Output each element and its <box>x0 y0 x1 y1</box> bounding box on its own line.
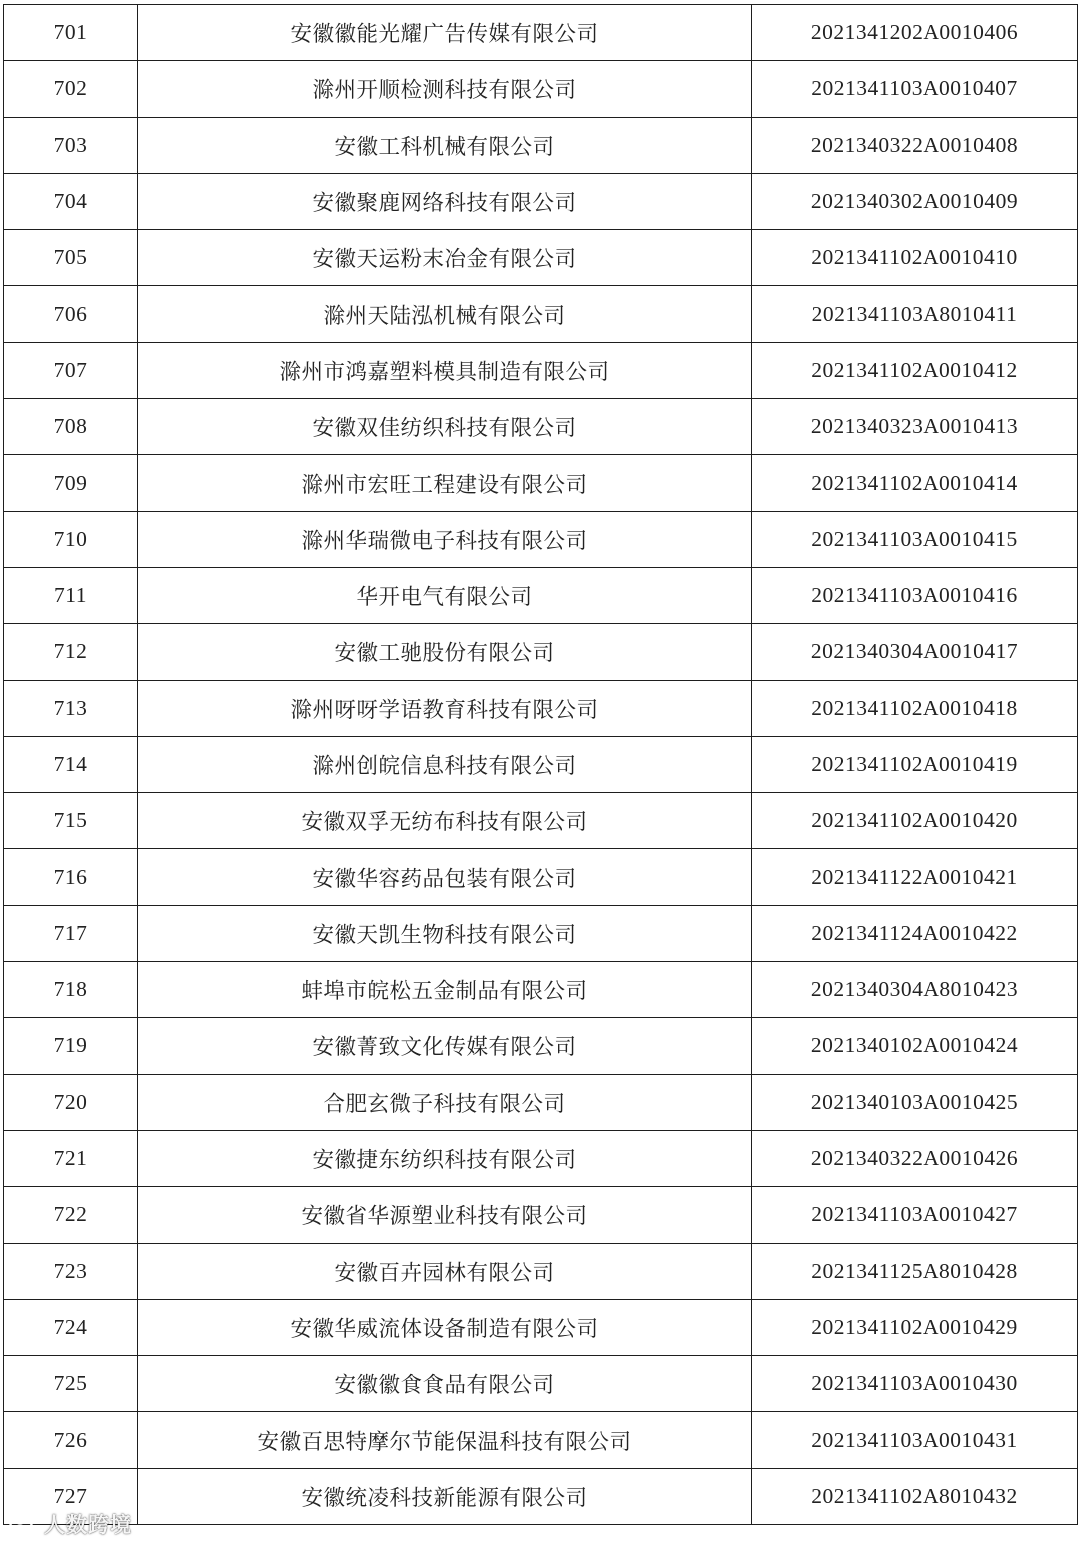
table-row <box>4 962 1078 1018</box>
registration-code-cell: 2021341103A0010415 <box>752 511 1078 567</box>
company-name-cell: 安徽聚鹿网络科技有限公司 <box>138 173 752 229</box>
table-row <box>4 230 1078 286</box>
registration-code-cell: 2021340323A0010413 <box>752 399 1078 455</box>
company-name-cell: 安徽百思特摩尔节能保温科技有限公司 <box>138 1412 752 1468</box>
company-name-cell: 滁州天陆泓机械有限公司 <box>138 286 752 342</box>
row-number-cell: 724 <box>4 1299 138 1355</box>
row-number-cell: 715 <box>4 793 138 849</box>
registration-code-cell: 2021341125A8010428 <box>752 1243 1078 1299</box>
table-row <box>4 5 1078 61</box>
table-row <box>4 1299 1078 1355</box>
registration-code-cell: 2021341103A0010430 <box>752 1356 1078 1412</box>
row-number-cell: 709 <box>4 455 138 511</box>
row-number-cell: 718 <box>4 962 138 1018</box>
table-row <box>4 117 1078 173</box>
registration-code-cell: 2021340304A0010417 <box>752 624 1078 680</box>
company-name-cell: 安徽工科机械有限公司 <box>138 117 752 173</box>
company-name-cell: 安徽华容药品包装有限公司 <box>138 849 752 905</box>
table-row <box>4 1468 1078 1524</box>
table-row <box>4 1243 1078 1299</box>
registration-code-cell: 2021341103A8010411 <box>752 286 1078 342</box>
registration-code-cell: 2021341102A0010418 <box>752 680 1078 736</box>
row-number-cell: 706 <box>4 286 138 342</box>
company-name-cell: 安徽省华源塑业科技有限公司 <box>138 1187 752 1243</box>
table-row <box>4 736 1078 792</box>
company-name-cell: 安徽天运粉末冶金有限公司 <box>138 230 752 286</box>
table-row <box>4 567 1078 623</box>
registration-code-cell: 2021341103A0010431 <box>752 1412 1078 1468</box>
table-row <box>4 61 1078 117</box>
company-name-cell: 合肥玄微子科技有限公司 <box>138 1074 752 1130</box>
table-row <box>4 1018 1078 1074</box>
table-row <box>4 286 1078 342</box>
table-row <box>4 1074 1078 1130</box>
row-number-cell: 702 <box>4 61 138 117</box>
row-number-cell: 710 <box>4 511 138 567</box>
row-number-cell: 717 <box>4 905 138 961</box>
registration-code-cell: 2021341103A0010427 <box>752 1187 1078 1243</box>
row-number-cell: 723 <box>4 1243 138 1299</box>
company-name-cell: 安徽百卉园林有限公司 <box>138 1243 752 1299</box>
table-row <box>4 793 1078 849</box>
table-row <box>4 624 1078 680</box>
watermark-text: 人数跨境 <box>44 1513 132 1537</box>
row-number-cell: 705 <box>4 230 138 286</box>
company-name-cell: 安徽捷东纺织科技有限公司 <box>138 1130 752 1186</box>
row-number-cell: 725 <box>4 1356 138 1412</box>
table-row <box>4 1187 1078 1243</box>
row-number-cell: 707 <box>4 342 138 398</box>
registration-code-cell: 2021340103A0010425 <box>752 1074 1078 1130</box>
table-row <box>4 455 1078 511</box>
registration-code-cell: 2021341124A0010422 <box>752 905 1078 961</box>
company-name-cell: 安徽双孚无纺布科技有限公司 <box>138 793 752 849</box>
row-number-cell: 721 <box>4 1130 138 1186</box>
table-row <box>4 511 1078 567</box>
row-number-cell: 727 <box>4 1468 138 1524</box>
table-row <box>4 680 1078 736</box>
table-row <box>4 1130 1078 1186</box>
company-name-cell: 安徽工驰股份有限公司 <box>138 624 752 680</box>
registration-code-cell: 2021341103A0010407 <box>752 61 1078 117</box>
company-name-cell: 安徽徽能光耀广告传媒有限公司 <box>138 5 752 61</box>
registration-code-cell: 2021341102A0010420 <box>752 793 1078 849</box>
table-body <box>4 5 1078 1525</box>
row-number-cell: 722 <box>4 1187 138 1243</box>
table-row <box>4 849 1078 905</box>
registration-code-cell: 2021340302A0010409 <box>752 173 1078 229</box>
registration-code-cell: 2021340322A0010426 <box>752 1130 1078 1186</box>
company-name-cell: 滁州市鸿嘉塑料模具制造有限公司 <box>138 342 752 398</box>
row-number-cell: 720 <box>4 1074 138 1130</box>
table-row <box>4 342 1078 398</box>
row-number-cell: 712 <box>4 624 138 680</box>
row-number-cell: 711 <box>4 567 138 623</box>
company-name-cell: 滁州华瑞微电子科技有限公司 <box>138 511 752 567</box>
company-name-cell: 安徽天凯生物科技有限公司 <box>138 905 752 961</box>
registration-code-cell: 2021341202A0010406 <box>752 5 1078 61</box>
table-row <box>4 399 1078 455</box>
table-row <box>4 905 1078 961</box>
company-name-cell: 安徽华威流体设备制造有限公司 <box>138 1299 752 1355</box>
company-name-cell: 安徽统凌科技新能源有限公司 <box>138 1468 752 1524</box>
registration-code-cell: 2021341103A0010416 <box>752 567 1078 623</box>
company-name-cell: 滁州开顺检测科技有限公司 <box>138 61 752 117</box>
company-name-cell: 蚌埠市皖松五金制品有限公司 <box>138 962 752 1018</box>
registration-code-cell: 2021341102A0010414 <box>752 455 1078 511</box>
row-number-cell: 701 <box>4 5 138 61</box>
company-name-cell: 安徽徽食食品有限公司 <box>138 1356 752 1412</box>
row-number-cell: 716 <box>4 849 138 905</box>
registration-code-cell: 2021340304A8010423 <box>752 962 1078 1018</box>
registration-code-cell: 2021341102A0010412 <box>752 342 1078 398</box>
registration-code-cell: 2021340322A0010408 <box>752 117 1078 173</box>
row-number-cell: 714 <box>4 736 138 792</box>
row-number-cell: 703 <box>4 117 138 173</box>
registration-code-cell: 2021341102A0010410 <box>752 230 1078 286</box>
company-registration-table <box>3 4 1078 1525</box>
company-name-cell: 华开电气有限公司 <box>138 567 752 623</box>
table-row <box>4 1412 1078 1468</box>
company-name-cell: 滁州创皖信息科技有限公司 <box>138 736 752 792</box>
registration-code-cell: 2021340102A0010424 <box>752 1018 1078 1074</box>
table-row <box>4 173 1078 229</box>
company-name-cell: 滁州呀呀学语教育科技有限公司 <box>138 680 752 736</box>
registration-code-cell: 2021341102A0010419 <box>752 736 1078 792</box>
registration-code-cell: 2021341102A0010429 <box>752 1299 1078 1355</box>
registration-code-cell: 2021341122A0010421 <box>752 849 1078 905</box>
registration-code-cell: 2021341102A8010432 <box>752 1468 1078 1524</box>
company-name-cell: 滁州市宏旺工程建设有限公司 <box>138 455 752 511</box>
row-number-cell: 708 <box>4 399 138 455</box>
table-row <box>4 1356 1078 1412</box>
row-number-cell: 713 <box>4 680 138 736</box>
row-number-cell: 726 <box>4 1412 138 1468</box>
row-number-cell: 704 <box>4 173 138 229</box>
company-name-cell: 安徽菁致文化传媒有限公司 <box>138 1018 752 1074</box>
company-name-cell: 安徽双佳纺织科技有限公司 <box>138 399 752 455</box>
row-number-cell: 719 <box>4 1018 138 1074</box>
